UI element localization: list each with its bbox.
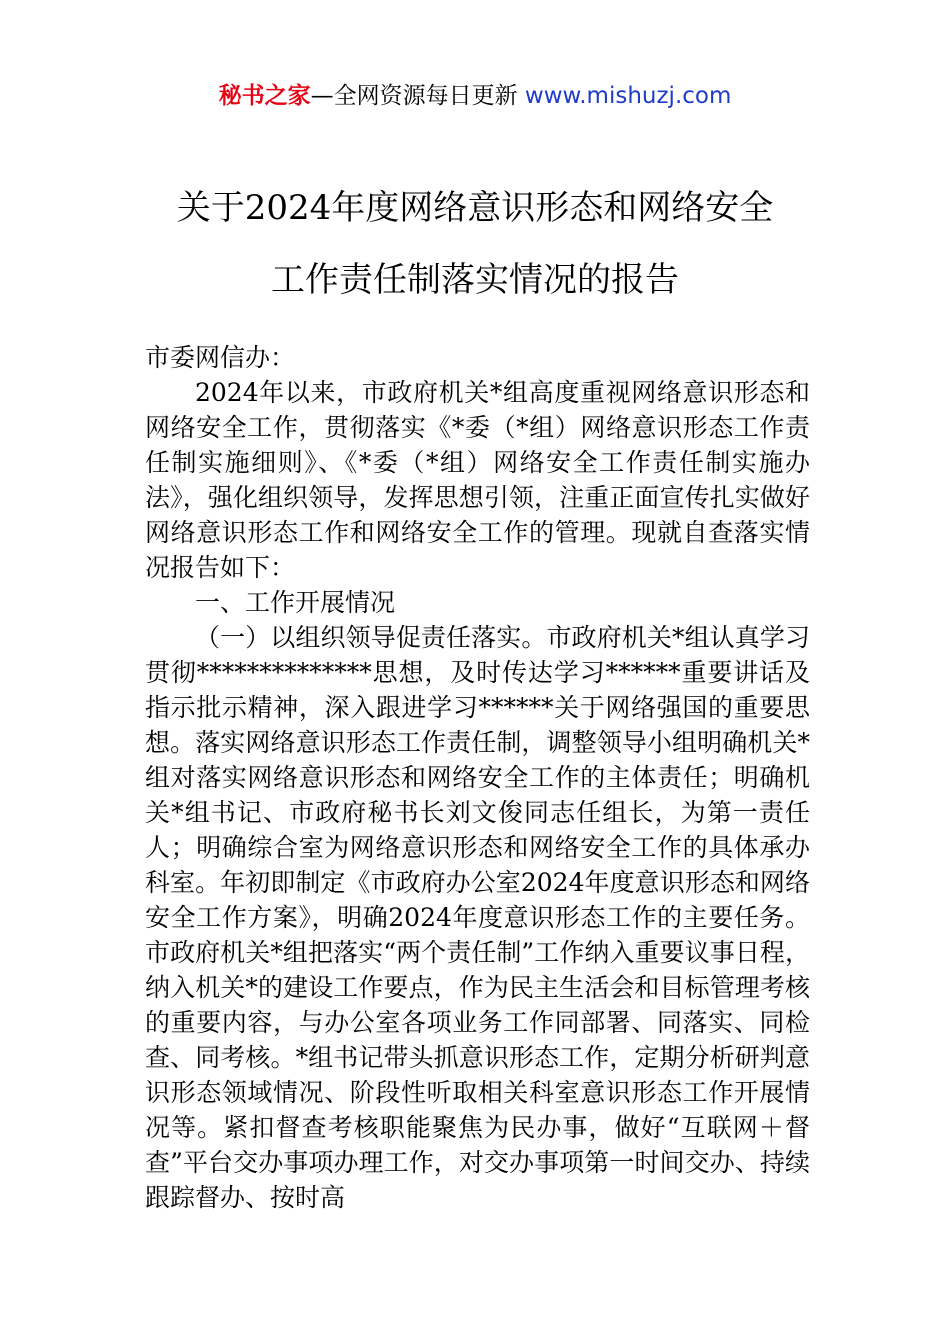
brand-name: 秘书之家	[218, 83, 311, 109]
body-paragraph: （一）以组织领导促责任落实。市政府机关*组认真学习贯彻**************思想，及时传达学习******重要讲话及指示批示精神，深入跟进学习******关于网络强国的重要思想。落实网络意识形态工作责任制，调整领导小组明确机关*组对落实网络意识形态和网络安全工作的主体责任；明确机关*组书记、市政府秘书长刘文俊同志任组长，为第一责任人；明确综合室为网络意识形态和网络安全工作的具体承办科室。年初即制定《市政府办公室2024年度意识形态和网络安全工作方案》，明确2024年度意识形态工作的主要任务。市政府机关*组把落实“两个责任制”工作纳入重要议事日程，纳入机关*的建设工作要点，作为民主生活会和目标管理考核的重要内容，与办公室各项业务工作同部署、同落实、同检查、同考核。*组书记带头抓意识形态工作，定期分析研判意识形态领域情况、阶段性听取相关科室意识形态工作开展情况等。紧扣督查考核职能聚焦为民办事，做好“互联网＋督查”平台交办事项办理工作，对交办事项第一时间交办、持续跟踪督办、按时高	[145, 623, 810, 1212]
title-line-2: 工作责任制落实情况的报告	[271, 260, 679, 300]
title-line-1: 关于2024年度网络意识形态和网络安全	[176, 188, 774, 228]
site-url-link[interactable]: www.mishuzj.com	[524, 83, 732, 109]
salutation: 市委网信办：	[145, 343, 296, 372]
header-tagline: —全网资源每日更新	[310, 83, 525, 109]
section-heading: 一、工作开展情况	[195, 588, 396, 617]
site-header	[0, 80, 950, 112]
document-body	[145, 340, 810, 1215]
intro-paragraph: 2024年以来，市政府机关*组高度重视网络意识形态和网络安全工作，贯彻落实《*委（*组）网络意识形态工作责任制实施细则》、《*委（*组）网络安全工作责任制实施办法》，强化组织领导，发挥思想引领，注重正面宣传扎实做好网络意识形态工作和网络安全工作的管理。现就自查落实情况报告如下：	[145, 378, 810, 582]
document-title	[0, 172, 950, 316]
